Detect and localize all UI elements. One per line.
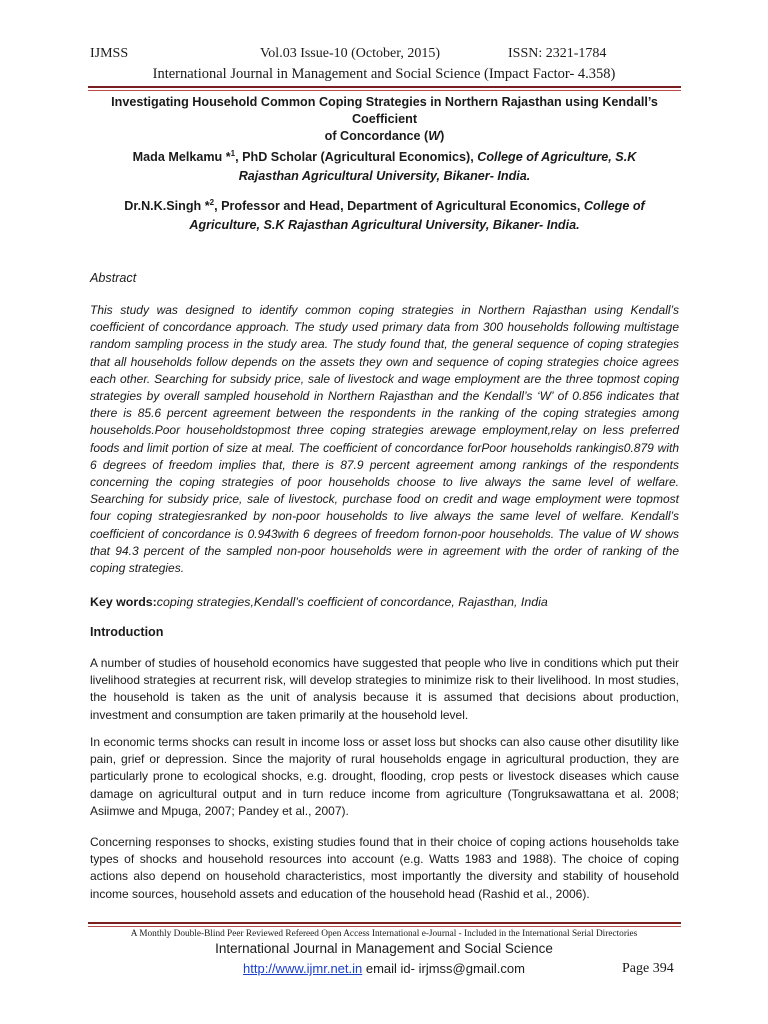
author-affiliation-2: Rajasthan Agricultural University, Bikaner- India. [238,169,531,184]
author-role: , Professor and Head, Department of Agricultural Economics, [214,199,584,214]
intro-paragraph-1: A number of studies of household economics have suggested that people who live in conditions which put their livelihood strategies at recurrent risk, will develop strategies to minimize risk to their livelihood. In most studies, the household is taken as the unit of analysis because it is assumed that decisions about production, investment and consumption are taken primarily at the household level. [90,656,679,722]
footer-journal: International Journal in Management and Social Science [215,941,553,956]
page-number: Page 394 [622,961,674,976]
author-sup: 2 [209,198,215,207]
author-affiliation-2: Agriculture, S.K Rajasthan Agricultural University, Bikaner- India. [189,218,580,233]
header-rule [88,86,681,88]
keywords-text: coping strategies,Kendall’s coefficient of concordance, Rajasthan, India [156,595,548,609]
journal-url-link[interactable]: http://www.ijmr.net.in [243,961,363,976]
title-line-2: of Concordance (W) [324,129,445,143]
author-role: , PhD Scholar (Agricultural Economics), [235,150,478,165]
issn: ISSN: 2321-1784 [508,46,607,61]
keywords-label: Key words: [90,595,157,609]
author-name: Mada Melkamu * [132,150,231,165]
volume-issue: Vol.03 Issue-10 (October, 2015) [260,46,440,61]
journal-full-name: International Journal in Management and Social Science (Impact Factor- 4.358) [152,66,616,82]
author-affiliation: College of [583,199,645,214]
footer-note: A Monthly Double-Blind Peer Reviewed Refereed Open Access International e-Journal - Included in the International Serial Directories [130,929,638,939]
author-2 [88,193,681,235]
header-rule-thin [88,90,681,91]
author-sup: 1 [230,149,236,158]
author-name: Dr.N.K.Singh * [124,199,210,214]
intro-paragraph-2: In economic terms shocks can result in income loss or asset loss but shocks can also cause other disutility like pain, grief or depression. Since the majority of rural households engage in agricultural production, they are particularly prone to ecological shocks, e.g. drought, flooding, crop pests or livestock diseases which cause damage on agricultural output and in turn reduce income from agriculture (Tongruksawattana et al. 2008; Asiimwe and Mpuga, 2007; Pandey et al., 2007). [90,735,679,818]
abstract-text: This study was designed to identify common coping strategies in Northern Rajasthan using Kendall’s coefficient of concordance approach. The study used primary data from 300 households following multistage random sampling process in the study area. The study found that, the general sequence of coping strategies that all households follow depends on the assets they own and sequence of coping strategies choice agrees each other. Searching for subsidy price, sale of livestock and wage employment are the three topmost coping strategies by overall sampled household in Northern Rajasthan and the Kendall’s ‘W’ of 0.856 indicates that there is 85.6 percent agreement between the respondents in the ranking of the coping strategies among households.Poor householdstopmost three coping strategies arewage employment,relay on less preferred foods and limit portion of size at meal. The coefficient of concordance forPoor households rankingis0.879 with 6 degrees of freedom implies that, there is 87.9 percent agreement among rankings of the respondents concerning the coping strategies of poor households choose to live always the same level of welfare. Searching for subsidy price, sale of livestock, purchase food on credit and wage employment were topmost four coping strategiesranked by non-poor households to live always the same level of welfare. Kendall’s coefficient of concordance is 0.943with 6 degrees of freedom fornon-poor households. The value of W shows that 94.3 percent of the sampled non-poor households were in agreement with the order of ranking of the coping strategies. [90,303,679,576]
running-header [90,46,690,66]
footer-email: email id- irjmss@gmail.com [362,961,525,976]
intro-paragraph-3: Concerning responses to shocks, existing studies found that in their choice of coping actions households take types of shocks and household resources into account (e.g. Watts 1983 and 1988). The choice of coping actions also depend on household characteristics, most importantly the diversity and stability of household income sources, household assets and education of the household head (Rashid et al., 2006). [90,835,679,901]
journal-abbr: IJMSS [90,46,129,61]
keywords [90,594,548,611]
paper-title [88,94,681,145]
title-line-1: Investigating Household Common Coping Strategies in Northern Rajasthan using Kendall’s Coefficient [111,95,658,126]
footer-rule [88,922,681,924]
author-1 [88,144,681,186]
author-affiliation: College of Agriculture, S.K [477,150,637,165]
title-symbol: W [428,129,441,143]
abstract-heading: Abstract [90,271,137,285]
footer-rule-thin [88,926,681,927]
introduction-heading: Introduction [90,625,164,639]
